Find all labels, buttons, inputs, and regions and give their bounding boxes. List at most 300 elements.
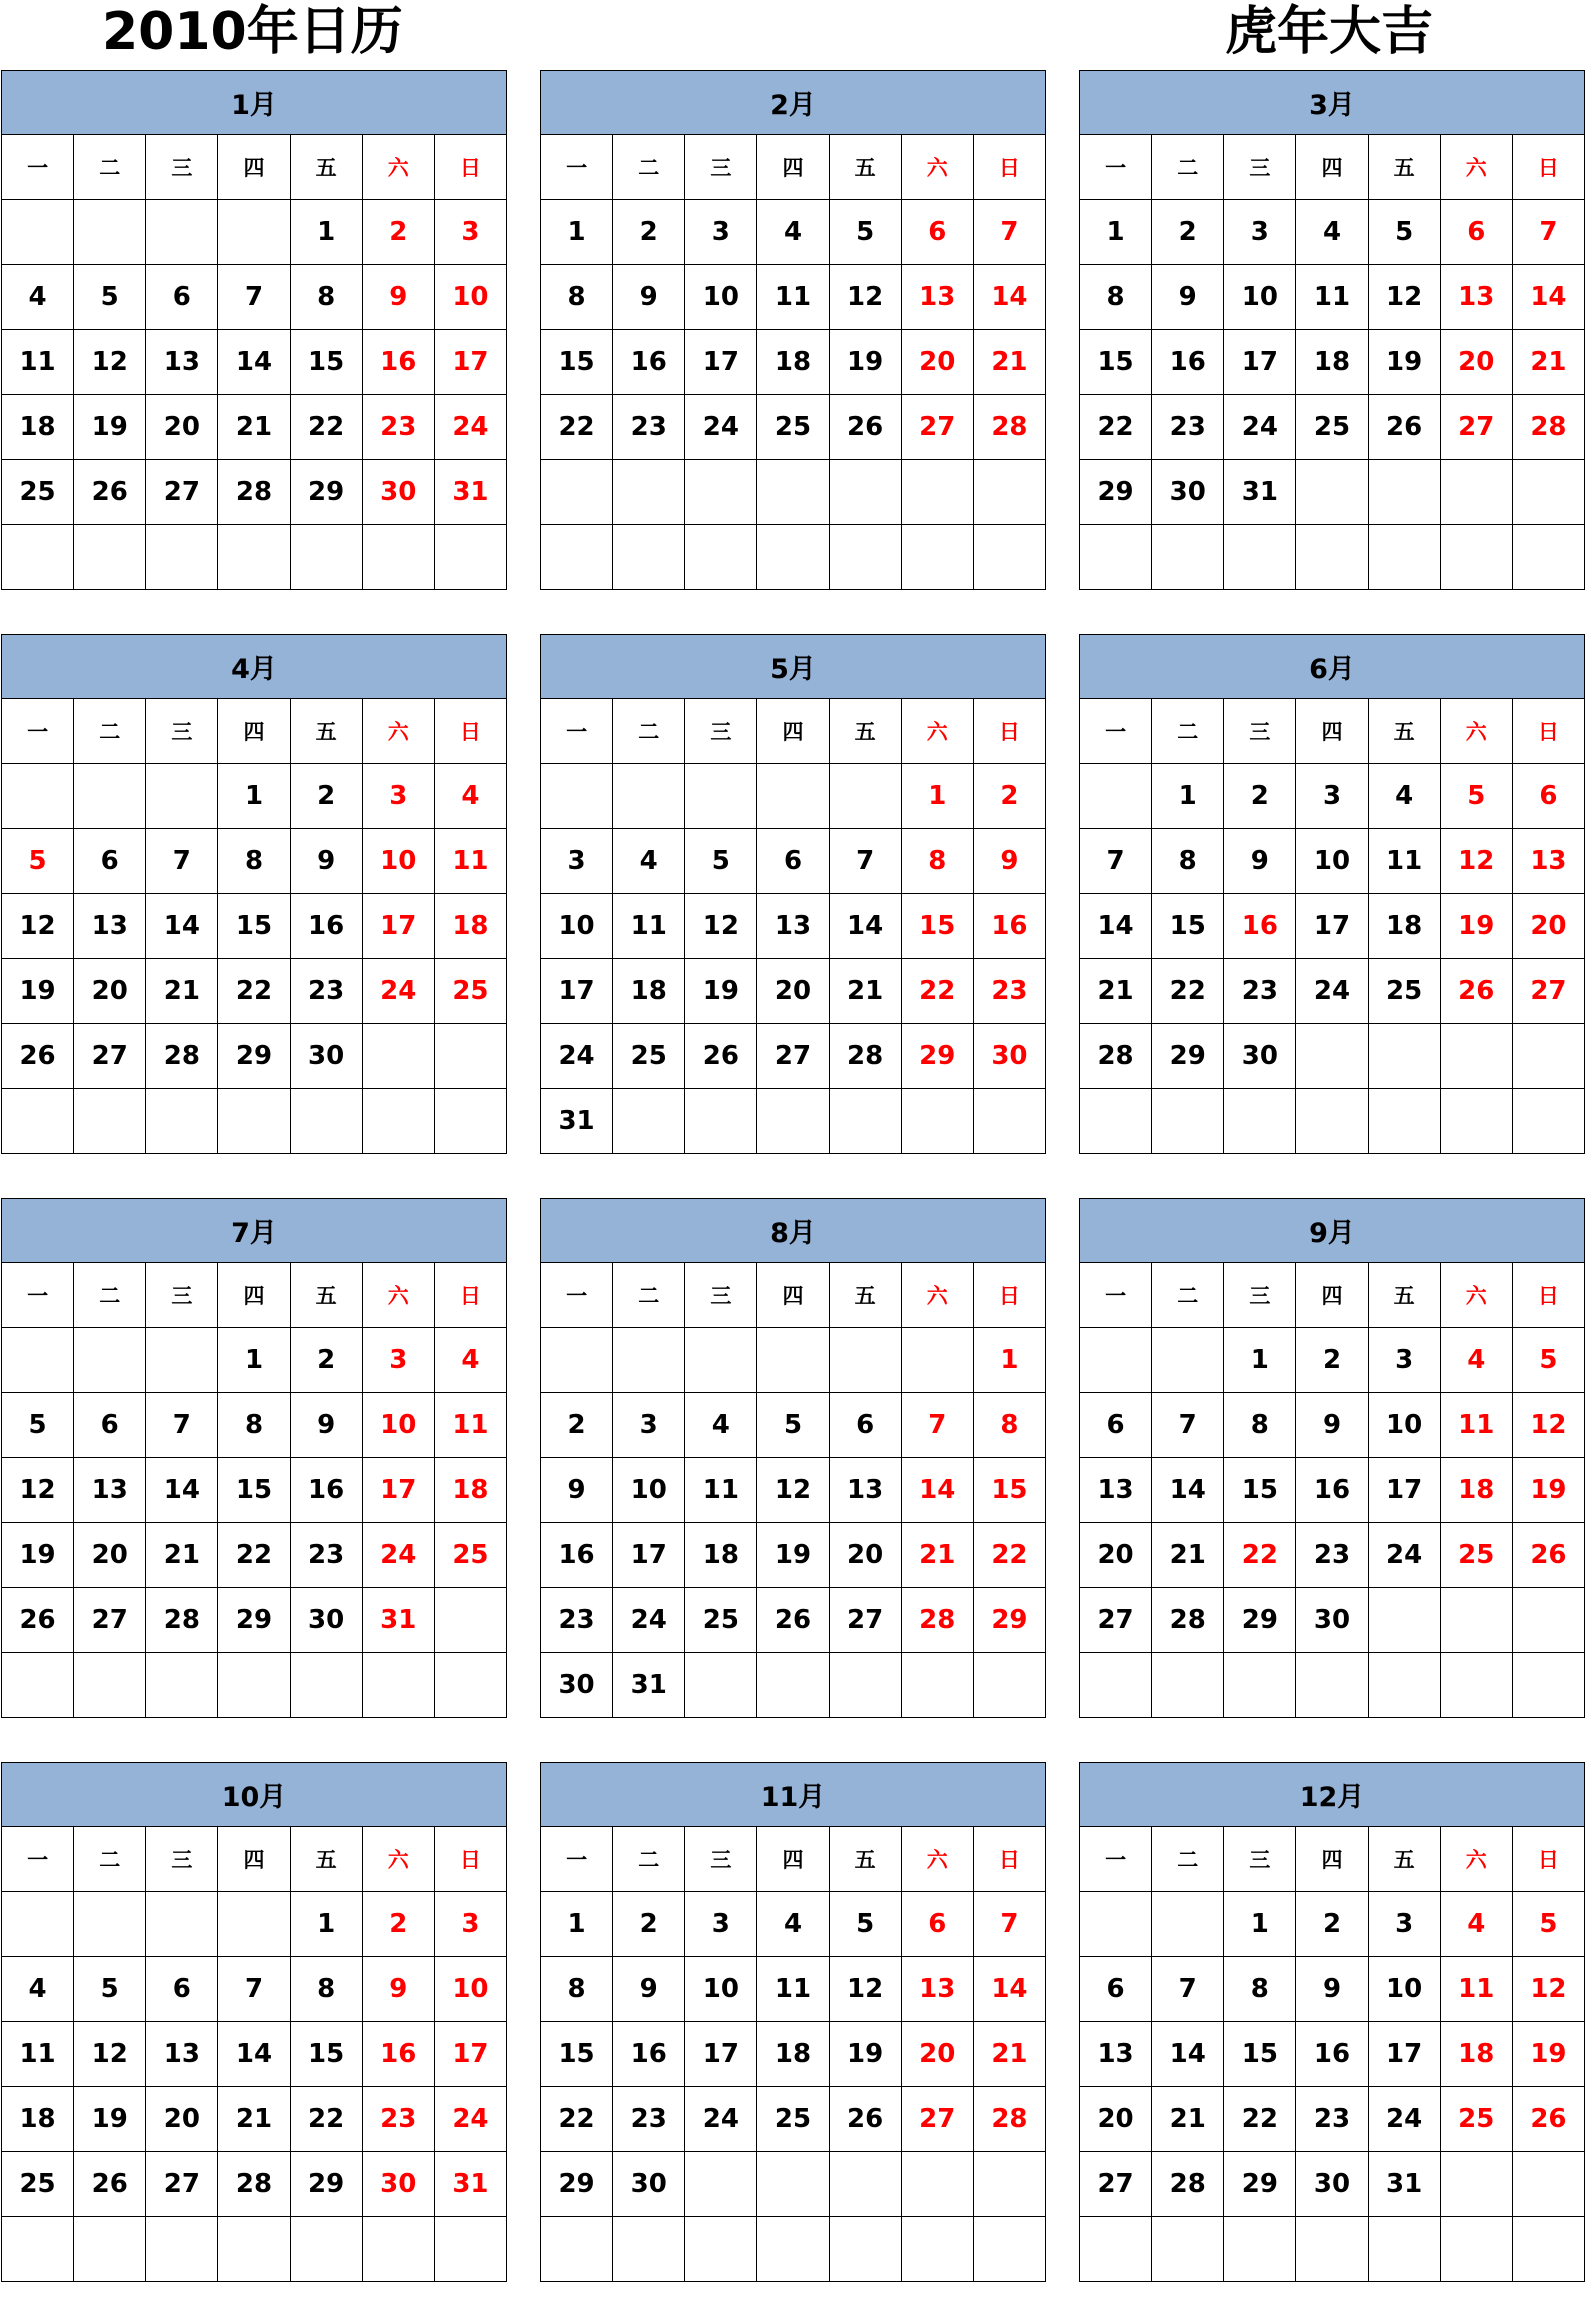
- day-cell: 29: [218, 1588, 290, 1653]
- day-cell: 16: [613, 2022, 685, 2087]
- day-cell: 25: [1440, 1523, 1512, 1588]
- empty-cell: [218, 1089, 290, 1154]
- day-cell: 10: [613, 1458, 685, 1523]
- day-cell: 13: [146, 2022, 218, 2087]
- empty-cell: [1512, 2152, 1584, 2217]
- day-cell: 23: [973, 959, 1045, 1024]
- day-cell: 20: [1440, 330, 1512, 395]
- day-cell: 5: [1368, 200, 1440, 265]
- weekday-label: 三: [685, 699, 757, 764]
- day-cell: 18: [757, 2022, 829, 2087]
- empty-cell: [1512, 1024, 1584, 1089]
- empty-cell: [1440, 1024, 1512, 1089]
- day-cell: 21: [829, 959, 901, 1024]
- month-table: [540, 1198, 1046, 1718]
- day-cell: 2: [973, 764, 1045, 829]
- weekday-label: 六: [901, 1263, 973, 1328]
- weekday-label: 二: [613, 135, 685, 200]
- day-cell: 2: [613, 200, 685, 265]
- day-cell: 16: [1296, 1458, 1368, 1523]
- day-cell: 21: [146, 1523, 218, 1588]
- day-cell: 13: [1440, 265, 1512, 330]
- day-cell: 28: [973, 2087, 1045, 2152]
- day-cell: 17: [1296, 894, 1368, 959]
- empty-cell: [973, 525, 1045, 590]
- day-cell: 28: [1512, 395, 1584, 460]
- empty-cell: [290, 1089, 362, 1154]
- day-cell: 24: [362, 1523, 434, 1588]
- day-cell: 4: [1440, 1328, 1512, 1393]
- weekday-label: 四: [1296, 135, 1368, 200]
- day-cell: 2: [1224, 764, 1296, 829]
- day-cell: 22: [973, 1523, 1045, 1588]
- day-cell: 27: [1080, 2152, 1152, 2217]
- day-cell: 11: [613, 894, 685, 959]
- day-cell: 7: [973, 1892, 1045, 1957]
- weekday-label: 一: [1080, 1827, 1152, 1892]
- weekday-label: 三: [685, 135, 757, 200]
- empty-cell: [829, 460, 901, 525]
- weekday-label: 四: [218, 1827, 290, 1892]
- empty-cell: [757, 1089, 829, 1154]
- weekday-label: 三: [685, 1263, 757, 1328]
- day-cell: 15: [218, 894, 290, 959]
- weekday-label: 四: [1296, 699, 1368, 764]
- empty-cell: [362, 525, 434, 590]
- day-cell: 24: [685, 2087, 757, 2152]
- empty-cell: [1512, 2217, 1584, 2282]
- day-cell: 22: [541, 395, 613, 460]
- day-cell: 12: [757, 1458, 829, 1523]
- empty-cell: [973, 460, 1045, 525]
- day-cell: 1: [290, 1892, 362, 1957]
- empty-cell: [2, 200, 74, 265]
- day-cell: 19: [1512, 2022, 1584, 2087]
- day-cell: 31: [1368, 2152, 1440, 2217]
- day-cell: 4: [2, 1957, 74, 2022]
- day-cell: 25: [2, 460, 74, 525]
- weekday-label: 四: [1296, 1827, 1368, 1892]
- day-cell: 24: [1224, 395, 1296, 460]
- weekday-label: 六: [362, 135, 434, 200]
- month-table: [540, 70, 1046, 590]
- day-cell: 14: [1152, 1458, 1224, 1523]
- weekday-label: 二: [613, 1827, 685, 1892]
- day-cell: 30: [1296, 1588, 1368, 1653]
- empty-cell: [541, 525, 613, 590]
- empty-cell: [973, 1653, 1045, 1718]
- month-name: 6月: [1080, 635, 1585, 699]
- day-cell: 7: [1080, 829, 1152, 894]
- day-cell: 8: [290, 1957, 362, 2022]
- day-cell: 15: [1152, 894, 1224, 959]
- weekday-label: 五: [829, 699, 901, 764]
- day-cell: 13: [74, 1458, 146, 1523]
- day-cell: 7: [1512, 200, 1584, 265]
- day-cell: 26: [74, 2152, 146, 2217]
- weekday-label: 六: [901, 135, 973, 200]
- empty-cell: [146, 2217, 218, 2282]
- day-cell: 17: [362, 894, 434, 959]
- weekday-label: 三: [146, 1827, 218, 1892]
- day-cell: 23: [362, 2087, 434, 2152]
- day-cell: 10: [362, 1393, 434, 1458]
- day-cell: 24: [1296, 959, 1368, 1024]
- day-cell: 7: [829, 829, 901, 894]
- day-cell: 18: [1368, 894, 1440, 959]
- month-table: [540, 1762, 1046, 2282]
- day-cell: 13: [757, 894, 829, 959]
- empty-cell: [1080, 764, 1152, 829]
- empty-cell: [2, 764, 74, 829]
- weekday-label: 三: [1224, 135, 1296, 200]
- day-cell: 4: [757, 1892, 829, 1957]
- empty-cell: [829, 525, 901, 590]
- empty-cell: [1296, 460, 1368, 525]
- day-cell: 7: [901, 1393, 973, 1458]
- day-cell: 10: [362, 829, 434, 894]
- empty-cell: [74, 1653, 146, 1718]
- weekday-label: 二: [1152, 135, 1224, 200]
- empty-cell: [434, 2217, 506, 2282]
- empty-cell: [1296, 2217, 1368, 2282]
- day-cell: 9: [1296, 1393, 1368, 1458]
- weekday-label: 二: [1152, 1827, 1224, 1892]
- empty-cell: [146, 1653, 218, 1718]
- weekday-label: 二: [74, 699, 146, 764]
- month-calendar: [1, 634, 507, 1154]
- weekday-label: 日: [973, 1827, 1045, 1892]
- month-name: 2月: [541, 71, 1046, 135]
- day-cell: 3: [362, 764, 434, 829]
- day-cell: 3: [434, 200, 506, 265]
- month-calendar: [1, 1198, 507, 1718]
- day-cell: 12: [1368, 265, 1440, 330]
- day-cell: 20: [146, 2087, 218, 2152]
- day-cell: 27: [146, 460, 218, 525]
- day-cell: 14: [1152, 2022, 1224, 2087]
- empty-cell: [1152, 2217, 1224, 2282]
- empty-cell: [1440, 1653, 1512, 1718]
- weekday-label: 一: [2, 699, 74, 764]
- empty-cell: [757, 1328, 829, 1393]
- day-cell: 1: [1152, 764, 1224, 829]
- weekday-label: 五: [290, 1263, 362, 1328]
- day-cell: 11: [1440, 1957, 1512, 2022]
- day-cell: 13: [146, 330, 218, 395]
- day-cell: 15: [218, 1458, 290, 1523]
- day-cell: 22: [1224, 2087, 1296, 2152]
- day-cell: 3: [362, 1328, 434, 1393]
- day-cell: 25: [757, 395, 829, 460]
- day-cell: 17: [434, 2022, 506, 2087]
- weekday-label: 三: [1224, 1263, 1296, 1328]
- weekday-label: 五: [829, 135, 901, 200]
- empty-cell: [901, 1328, 973, 1393]
- day-cell: 26: [757, 1588, 829, 1653]
- day-cell: 17: [1368, 1458, 1440, 1523]
- day-cell: 21: [973, 2022, 1045, 2087]
- day-cell: 11: [2, 330, 74, 395]
- day-cell: 11: [685, 1458, 757, 1523]
- day-cell: 19: [829, 330, 901, 395]
- month-name: 11月: [541, 1763, 1046, 1827]
- day-cell: 30: [973, 1024, 1045, 1089]
- month-table: [1079, 1198, 1585, 1718]
- day-cell: 19: [829, 2022, 901, 2087]
- weekday-label: 四: [218, 135, 290, 200]
- day-cell: 28: [1080, 1024, 1152, 1089]
- empty-cell: [290, 2217, 362, 2282]
- weekday-label: 五: [290, 1827, 362, 1892]
- day-cell: 14: [973, 265, 1045, 330]
- day-cell: 12: [74, 330, 146, 395]
- day-cell: 10: [685, 1957, 757, 2022]
- day-cell: 12: [1512, 1957, 1584, 2022]
- month-calendar: [540, 1198, 1046, 1718]
- day-cell: 10: [434, 265, 506, 330]
- empty-cell: [1296, 1653, 1368, 1718]
- day-cell: 9: [541, 1458, 613, 1523]
- empty-cell: [1440, 1588, 1512, 1653]
- day-cell: 15: [290, 330, 362, 395]
- weekday-label: 二: [1152, 699, 1224, 764]
- empty-cell: [290, 1653, 362, 1718]
- month-calendar: [1079, 1198, 1585, 1718]
- day-cell: 27: [901, 395, 973, 460]
- day-cell: 3: [685, 1892, 757, 1957]
- empty-cell: [2, 1328, 74, 1393]
- weekday-label: 三: [685, 1827, 757, 1892]
- day-cell: 6: [829, 1393, 901, 1458]
- day-cell: 24: [1368, 1523, 1440, 1588]
- day-cell: 2: [362, 200, 434, 265]
- day-cell: 9: [362, 265, 434, 330]
- month-name: 8月: [541, 1199, 1046, 1263]
- weekday-label: 六: [1440, 1263, 1512, 1328]
- weekday-label: 一: [541, 1827, 613, 1892]
- empty-cell: [685, 2152, 757, 2217]
- day-cell: 26: [829, 395, 901, 460]
- day-cell: 29: [1152, 1024, 1224, 1089]
- day-cell: 19: [74, 2087, 146, 2152]
- day-cell: 19: [74, 395, 146, 460]
- day-cell: 27: [829, 1588, 901, 1653]
- day-cell: 26: [685, 1024, 757, 1089]
- empty-cell: [685, 1328, 757, 1393]
- day-cell: 3: [1368, 1328, 1440, 1393]
- weekday-label: 四: [757, 135, 829, 200]
- empty-cell: [146, 525, 218, 590]
- day-cell: 31: [362, 1588, 434, 1653]
- day-cell: 21: [901, 1523, 973, 1588]
- empty-cell: [2, 2217, 74, 2282]
- day-cell: 29: [1080, 460, 1152, 525]
- day-cell: 22: [290, 395, 362, 460]
- day-cell: 24: [362, 959, 434, 1024]
- empty-cell: [146, 1892, 218, 1957]
- day-cell: 1: [901, 764, 973, 829]
- empty-cell: [362, 1089, 434, 1154]
- empty-cell: [1080, 525, 1152, 590]
- empty-cell: [541, 764, 613, 829]
- day-cell: 15: [541, 330, 613, 395]
- day-cell: 2: [613, 1892, 685, 1957]
- day-cell: 22: [218, 1523, 290, 1588]
- empty-cell: [1296, 1089, 1368, 1154]
- empty-cell: [829, 2217, 901, 2282]
- day-cell: 16: [541, 1523, 613, 1588]
- day-cell: 21: [218, 2087, 290, 2152]
- day-cell: 28: [973, 395, 1045, 460]
- empty-cell: [685, 1653, 757, 1718]
- day-cell: 18: [1440, 1458, 1512, 1523]
- day-cell: 17: [613, 1523, 685, 1588]
- day-cell: 13: [901, 1957, 973, 2022]
- day-cell: 9: [613, 265, 685, 330]
- day-cell: 15: [973, 1458, 1045, 1523]
- weekday-label: 六: [1440, 1827, 1512, 1892]
- month-calendar: [1, 70, 507, 590]
- day-cell: 9: [362, 1957, 434, 2022]
- month-name: 4月: [2, 635, 507, 699]
- empty-cell: [829, 1328, 901, 1393]
- empty-cell: [74, 764, 146, 829]
- day-cell: 5: [829, 200, 901, 265]
- day-cell: 5: [1440, 764, 1512, 829]
- day-cell: 30: [1224, 1024, 1296, 1089]
- empty-cell: [613, 2217, 685, 2282]
- day-cell: 23: [362, 395, 434, 460]
- day-cell: 25: [757, 2087, 829, 2152]
- empty-cell: [434, 1089, 506, 1154]
- empty-cell: [1512, 1588, 1584, 1653]
- day-cell: 18: [2, 2087, 74, 2152]
- empty-cell: [1512, 1089, 1584, 1154]
- day-cell: 16: [290, 894, 362, 959]
- day-cell: 8: [541, 265, 613, 330]
- day-cell: 31: [434, 2152, 506, 2217]
- day-cell: 30: [1296, 2152, 1368, 2217]
- day-cell: 18: [685, 1523, 757, 1588]
- month-calendar: [540, 1762, 1046, 2282]
- month-name: 12月: [1080, 1763, 1585, 1827]
- day-cell: 4: [613, 829, 685, 894]
- month-name: 9月: [1080, 1199, 1585, 1263]
- day-cell: 23: [1224, 959, 1296, 1024]
- day-cell: 10: [1224, 265, 1296, 330]
- day-cell: 2: [290, 1328, 362, 1393]
- day-cell: 23: [1296, 2087, 1368, 2152]
- day-cell: 6: [1080, 1393, 1152, 1458]
- empty-cell: [757, 764, 829, 829]
- day-cell: 16: [1296, 2022, 1368, 2087]
- empty-cell: [973, 2217, 1045, 2282]
- day-cell: 29: [290, 2152, 362, 2217]
- day-cell: 12: [829, 265, 901, 330]
- weekday-label: 日: [1512, 1827, 1584, 1892]
- day-cell: 9: [973, 829, 1045, 894]
- day-cell: 17: [685, 2022, 757, 2087]
- day-cell: 13: [901, 265, 973, 330]
- day-cell: 19: [2, 1523, 74, 1588]
- empty-cell: [1440, 1089, 1512, 1154]
- empty-cell: [146, 200, 218, 265]
- day-cell: 11: [2, 2022, 74, 2087]
- weekday-label: 五: [1368, 1827, 1440, 1892]
- weekday-label: 日: [1512, 135, 1584, 200]
- weekday-label: 日: [973, 135, 1045, 200]
- weekday-label: 三: [1224, 1827, 1296, 1892]
- weekday-label: 四: [757, 699, 829, 764]
- day-cell: 5: [757, 1393, 829, 1458]
- day-cell: 29: [973, 1588, 1045, 1653]
- empty-cell: [146, 764, 218, 829]
- day-cell: 25: [685, 1588, 757, 1653]
- empty-cell: [1368, 1089, 1440, 1154]
- day-cell: 17: [434, 330, 506, 395]
- day-cell: 24: [613, 1588, 685, 1653]
- weekday-label: 二: [613, 699, 685, 764]
- empty-cell: [1512, 460, 1584, 525]
- empty-cell: [362, 1024, 434, 1089]
- empty-cell: [74, 1892, 146, 1957]
- day-cell: 2: [541, 1393, 613, 1458]
- day-cell: 28: [1152, 1588, 1224, 1653]
- empty-cell: [290, 525, 362, 590]
- day-cell: 25: [1440, 2087, 1512, 2152]
- month-calendar: [1079, 634, 1585, 1154]
- day-cell: 6: [1440, 200, 1512, 265]
- day-cell: 3: [1296, 764, 1368, 829]
- day-cell: 22: [1224, 1523, 1296, 1588]
- day-cell: 3: [541, 829, 613, 894]
- day-cell: 6: [146, 265, 218, 330]
- day-cell: 27: [1080, 1588, 1152, 1653]
- month-name: 7月: [2, 1199, 507, 1263]
- day-cell: 22: [901, 959, 973, 1024]
- day-cell: 8: [1224, 1957, 1296, 2022]
- day-cell: 6: [1512, 764, 1584, 829]
- day-cell: 10: [1296, 829, 1368, 894]
- day-cell: 20: [1080, 2087, 1152, 2152]
- weekday-label: 三: [146, 1263, 218, 1328]
- empty-cell: [218, 1653, 290, 1718]
- day-cell: 24: [685, 395, 757, 460]
- day-cell: 27: [74, 1024, 146, 1089]
- day-cell: 2: [290, 764, 362, 829]
- day-cell: 14: [146, 1458, 218, 1523]
- day-cell: 29: [1224, 2152, 1296, 2217]
- empty-cell: [1152, 1653, 1224, 1718]
- day-cell: 8: [541, 1957, 613, 2022]
- empty-cell: [1440, 460, 1512, 525]
- weekday-label: 六: [1440, 699, 1512, 764]
- day-cell: 15: [541, 2022, 613, 2087]
- day-cell: 9: [1152, 265, 1224, 330]
- weekday-label: 日: [434, 1827, 506, 1892]
- day-cell: 23: [1152, 395, 1224, 460]
- day-cell: 5: [74, 1957, 146, 2022]
- empty-cell: [1296, 525, 1368, 590]
- weekday-label: 二: [74, 1827, 146, 1892]
- day-cell: 6: [757, 829, 829, 894]
- day-cell: 9: [1224, 829, 1296, 894]
- weekday-label: 六: [901, 1827, 973, 1892]
- day-cell: 14: [218, 2022, 290, 2087]
- day-cell: 25: [1296, 395, 1368, 460]
- day-cell: 22: [1152, 959, 1224, 1024]
